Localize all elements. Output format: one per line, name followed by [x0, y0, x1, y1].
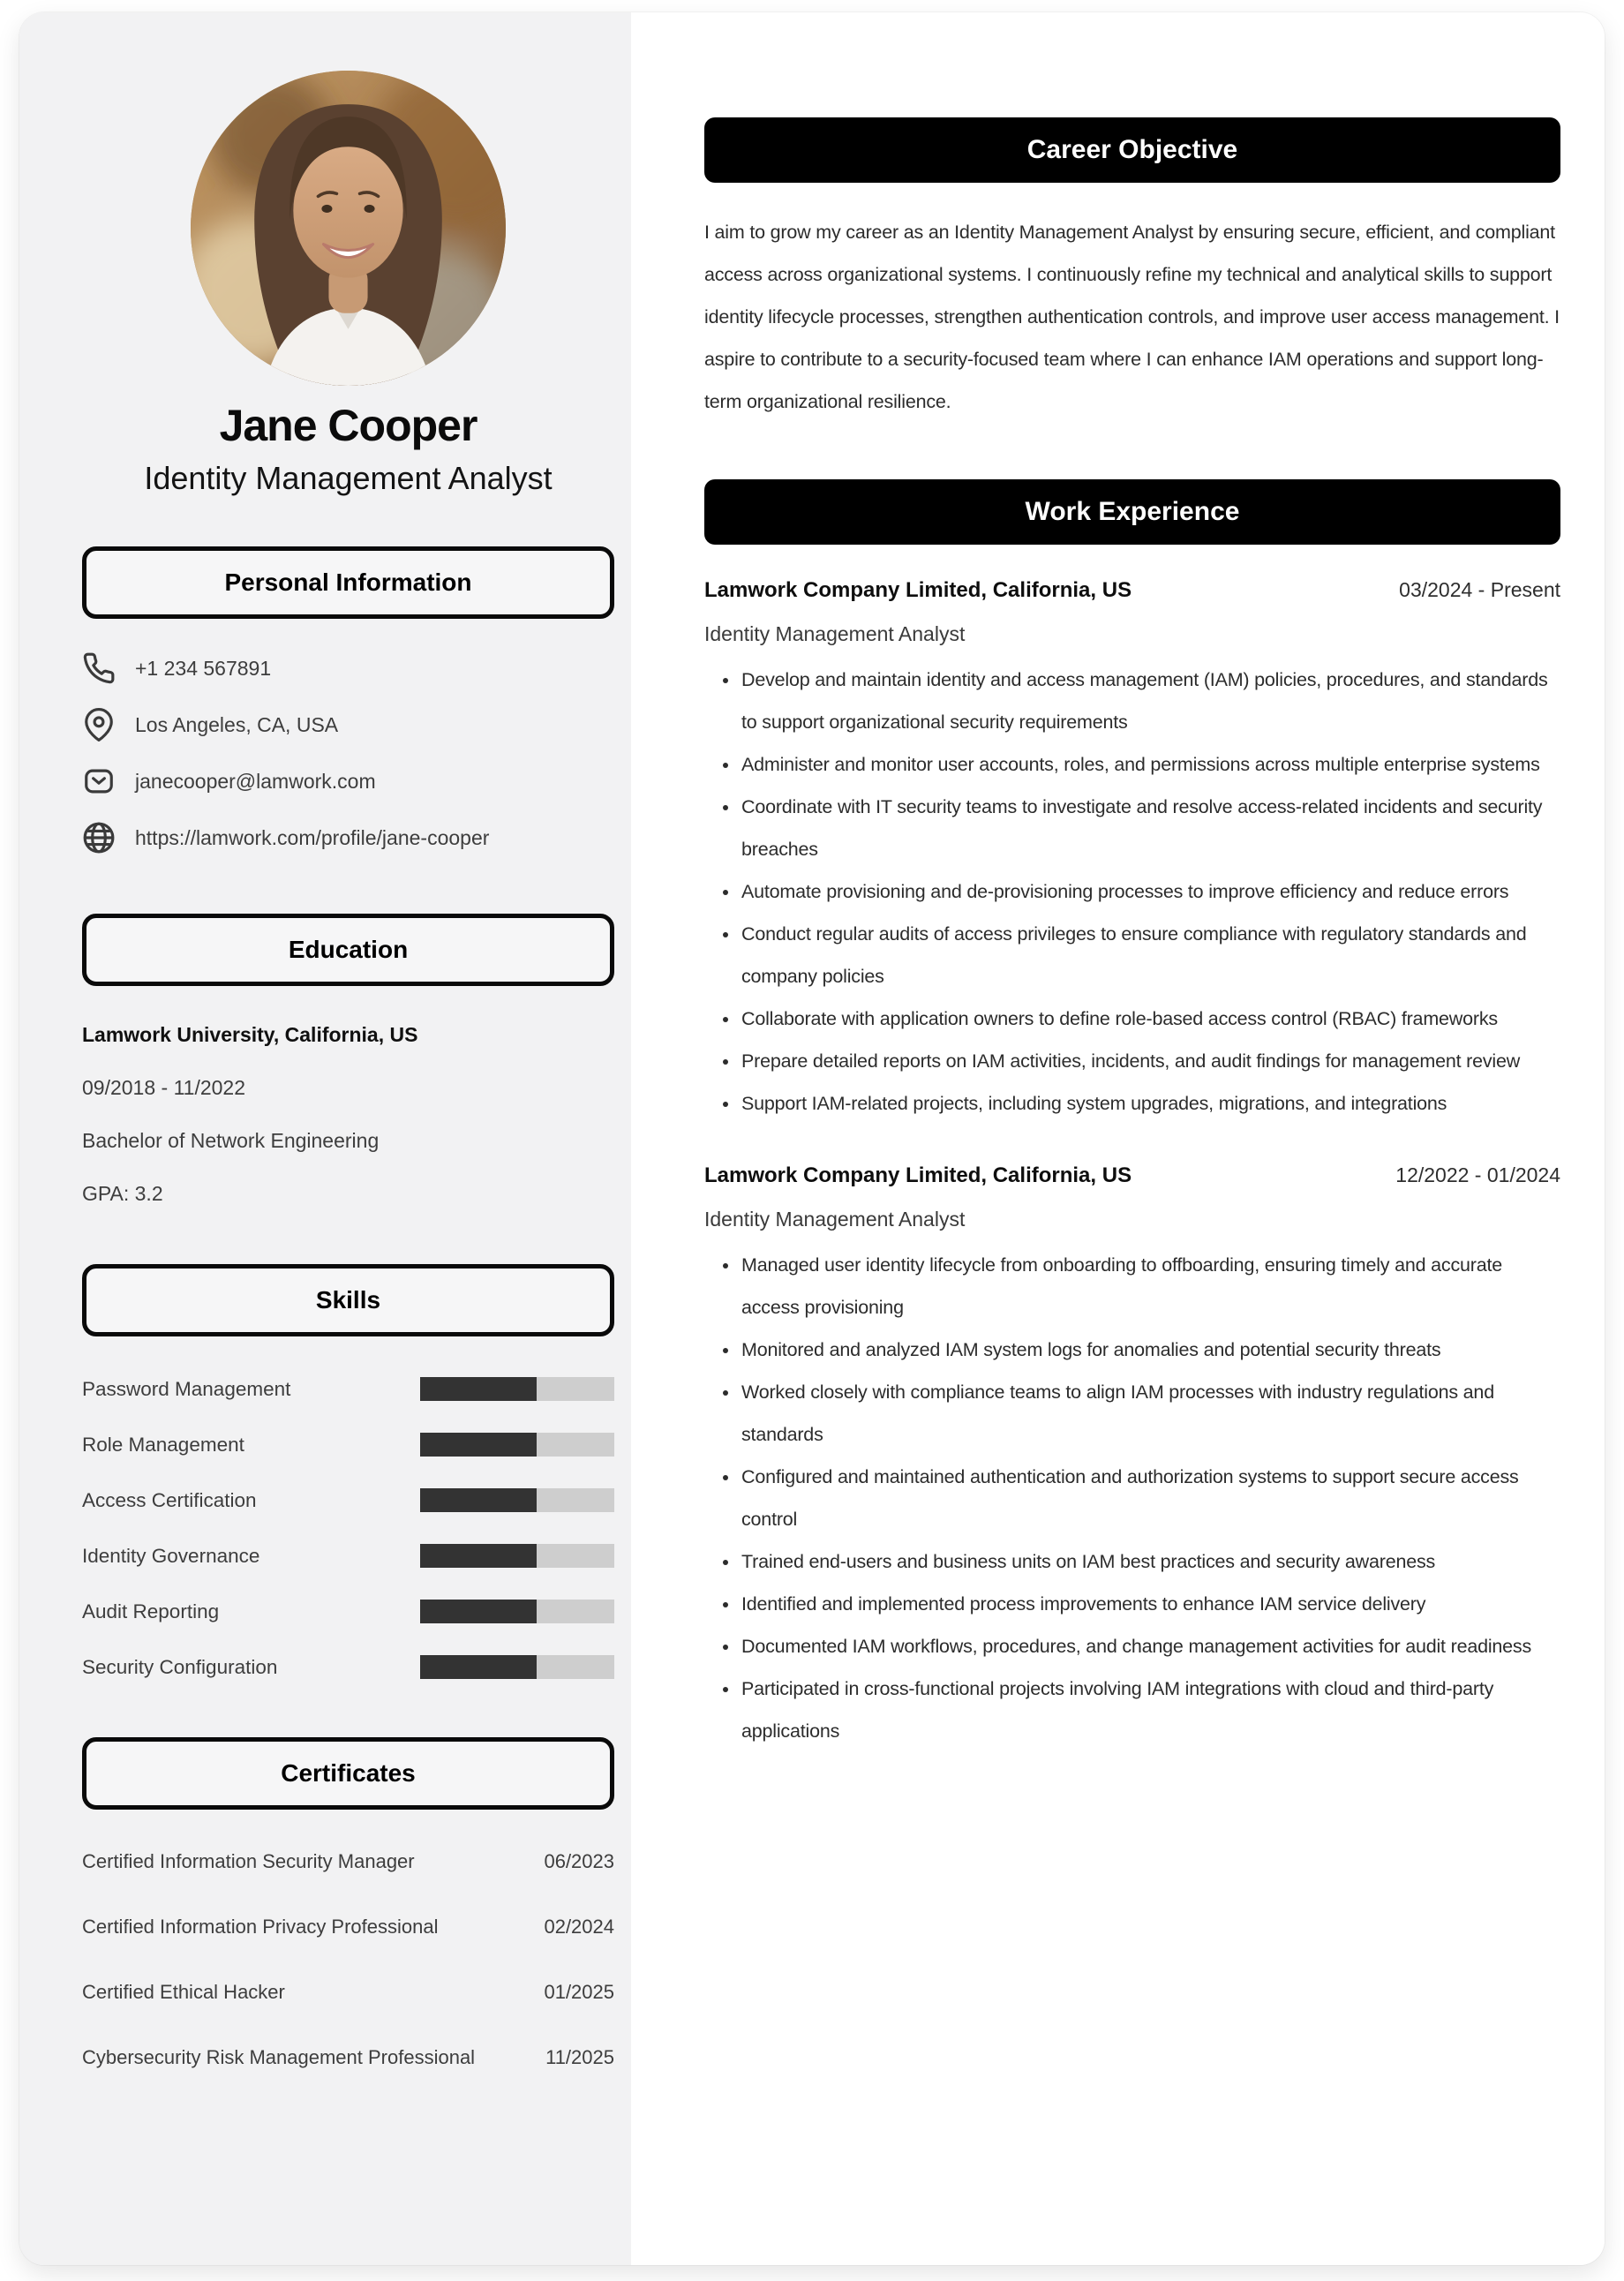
skill-fill — [420, 1544, 537, 1568]
skill-row — [82, 1655, 614, 1679]
skills-heading: Skills — [82, 1264, 614, 1336]
education-section — [82, 914, 614, 1206]
career-objective-heading: Career Objective — [704, 117, 1560, 183]
job-bullet: • Automate provisioning and de-provisioning processes to improve efficiency and reduce errors — [740, 870, 1560, 913]
skill-fill — [420, 1377, 537, 1401]
contact-item — [82, 651, 614, 686]
skill-row — [82, 1544, 614, 1568]
skill-bar — [420, 1655, 614, 1679]
job-dates: 03/2024 - Present — [1399, 578, 1560, 601]
job-bullet: • Conduct regular audits of access privileges to ensure compliance with regulatory standards and company policies — [740, 913, 1560, 997]
job-bullet: • Trained end-users and business units on IAM best practices and security awareness — [740, 1540, 1560, 1583]
resume-card — [19, 12, 1605, 2265]
job-bullet: • Develop and maintain identity and access management (IAM) policies, procedures, and standards to support organizational security requirements — [740, 659, 1560, 743]
skill-bar — [420, 1377, 614, 1401]
job-bullet: • Managed user identity lifecycle from onboarding to offboarding, ensuring timely and accurate access provisioning — [740, 1244, 1560, 1329]
certificate-item — [82, 2046, 614, 2069]
job-bullet: • Coordinate with IT security teams to investigate and resolve access-related incidents and security breaches — [740, 786, 1560, 870]
skill-fill — [420, 1600, 537, 1623]
skill-label: Role Management — [82, 1433, 244, 1456]
personal-information-heading: Personal Information — [82, 546, 614, 619]
career-objective-section — [704, 117, 1560, 423]
contact-icon — [82, 821, 116, 854]
job-entry — [704, 578, 1560, 1125]
skill-bar — [420, 1544, 614, 1568]
certificate-item — [82, 1981, 614, 2004]
career-objective-text: I aim to grow my career as an Identity Management Analyst by ensuring secure, efficient, and compliant access across organizational systems. I continuously refine my technical and analytical skills to support identity lifecycle processes, strengthen authentication controls, and improve user access management. I aspire to contribute to a security-focused team where I can enhance IAM operations and support long-term organizational resilience. — [704, 222, 1560, 412]
certificates-section — [82, 1737, 614, 2069]
job-dates: 12/2022 - 01/2024 — [1395, 1163, 1560, 1186]
certificate-date: 11/2025 — [545, 2046, 614, 2068]
certificate-list — [82, 1850, 614, 2069]
job-bullet: • Configured and maintained authentication and authorization systems to support secure access control — [740, 1456, 1560, 1540]
job-bullet: • Support IAM-related projects, including system upgrades, migrations, and integrations — [740, 1082, 1560, 1125]
contact-text: Los Angeles, CA, USA — [135, 712, 339, 736]
skill-row — [82, 1600, 614, 1623]
job-bullet: • Collaborate with application owners to define role-based access control (RBAC) frameworks — [740, 997, 1560, 1040]
job-role: Identity Management Analyst — [704, 1208, 966, 1231]
certificate-name: Cybersecurity Risk Management Professional — [82, 2046, 476, 2068]
skill-label: Access Certification — [82, 1488, 257, 1511]
skill-label: Audit Reporting — [82, 1600, 220, 1622]
education-dates: 09/2018 - 11/2022 — [82, 1076, 246, 1099]
certificate-item — [82, 1916, 614, 1938]
contact-item — [82, 820, 614, 855]
skill-fill — [420, 1488, 537, 1512]
contact-icon — [82, 708, 116, 742]
profile-photo-illustration — [191, 71, 506, 386]
main-content — [631, 12, 1605, 2265]
certificate-name: Certified Information Security Manager — [82, 1850, 415, 1872]
job-bullets — [704, 659, 1560, 1125]
certificate-item — [82, 1850, 614, 1873]
skill-label: Security Configuration — [82, 1655, 278, 1678]
contact-item — [82, 764, 614, 799]
person-title: Identity Management Analyst — [144, 460, 553, 496]
skill-row — [82, 1433, 614, 1457]
skill-label: Password Management — [82, 1377, 291, 1400]
skill-fill — [420, 1655, 537, 1679]
skills-section — [82, 1264, 614, 1679]
certificate-name: Certified Ethical Hacker — [82, 1981, 285, 2003]
skill-row — [82, 1377, 614, 1401]
contact-icon — [82, 764, 116, 798]
skill-bar — [420, 1488, 614, 1512]
education-entry — [82, 1023, 614, 1206]
job-company: Lamwork Company Limited, California, US — [704, 1163, 1132, 1187]
skill-label: Identity Governance — [82, 1544, 260, 1567]
contact-icon — [82, 651, 116, 685]
education-heading: Education — [82, 914, 614, 986]
job-bullet: • Identified and implemented process improvements to enhance IAM service delivery — [740, 1583, 1560, 1625]
job-bullet: • Worked closely with compliance teams to align IAM processes with industry regulations and standards — [740, 1371, 1560, 1456]
certificate-name: Certified Information Privacy Professional — [82, 1916, 439, 1938]
skill-row — [82, 1488, 614, 1512]
contact-item — [82, 707, 614, 742]
job-role: Identity Management Analyst — [704, 622, 966, 645]
job-bullet: • Documented IAM workflows, procedures, and change management activities for audit readiness — [740, 1625, 1560, 1667]
contact-text: janecooper@lamwork.com — [135, 769, 376, 793]
job-entry — [704, 1163, 1560, 1752]
person-name: Jane Cooper — [219, 401, 477, 450]
work-experience-heading: Work Experience — [704, 479, 1560, 545]
job-bullet: • Monitored and analyzed IAM system logs for anomalies and potential security threats — [740, 1329, 1560, 1371]
certificate-date: 06/2023 — [544, 1850, 614, 1872]
job-company: Lamwork Company Limited, California, US — [704, 578, 1132, 602]
job-bullet: • Administer and monitor user accounts, roles, and permissions across multiple enterprise systems — [740, 743, 1560, 786]
education-school: Lamwork University, California, US — [82, 1023, 418, 1046]
skill-bar — [420, 1600, 614, 1623]
contact-list — [82, 651, 614, 855]
skill-fill — [420, 1433, 537, 1457]
job-bullets — [704, 1244, 1560, 1752]
personal-information-section — [82, 546, 614, 855]
contact-text: https://lamwork.com/profile/jane-cooper — [135, 825, 490, 849]
job-list — [704, 578, 1560, 1752]
job-bullet: • Participated in cross-functional projects involving IAM integrations with cloud and third-party applications — [740, 1667, 1560, 1752]
certificates-heading: Certificates — [82, 1737, 614, 1810]
education-gpa: GPA: 3.2 — [82, 1182, 163, 1205]
job-header-row — [704, 578, 1560, 603]
profile-photo — [191, 71, 506, 386]
job-header-row — [704, 1163, 1560, 1188]
work-experience-section — [704, 479, 1560, 1752]
certificate-date: 02/2024 — [544, 1916, 614, 1938]
certificate-date: 01/2025 — [544, 1981, 614, 2003]
job-bullet: • Prepare detailed reports on IAM activities, incidents, and audit findings for management review — [740, 1040, 1560, 1082]
education-degree: Bachelor of Network Engineering — [82, 1129, 380, 1152]
contact-text: +1 234 567891 — [135, 656, 272, 680]
skill-bar — [420, 1433, 614, 1457]
sidebar — [19, 12, 631, 2265]
skill-list — [82, 1377, 614, 1679]
